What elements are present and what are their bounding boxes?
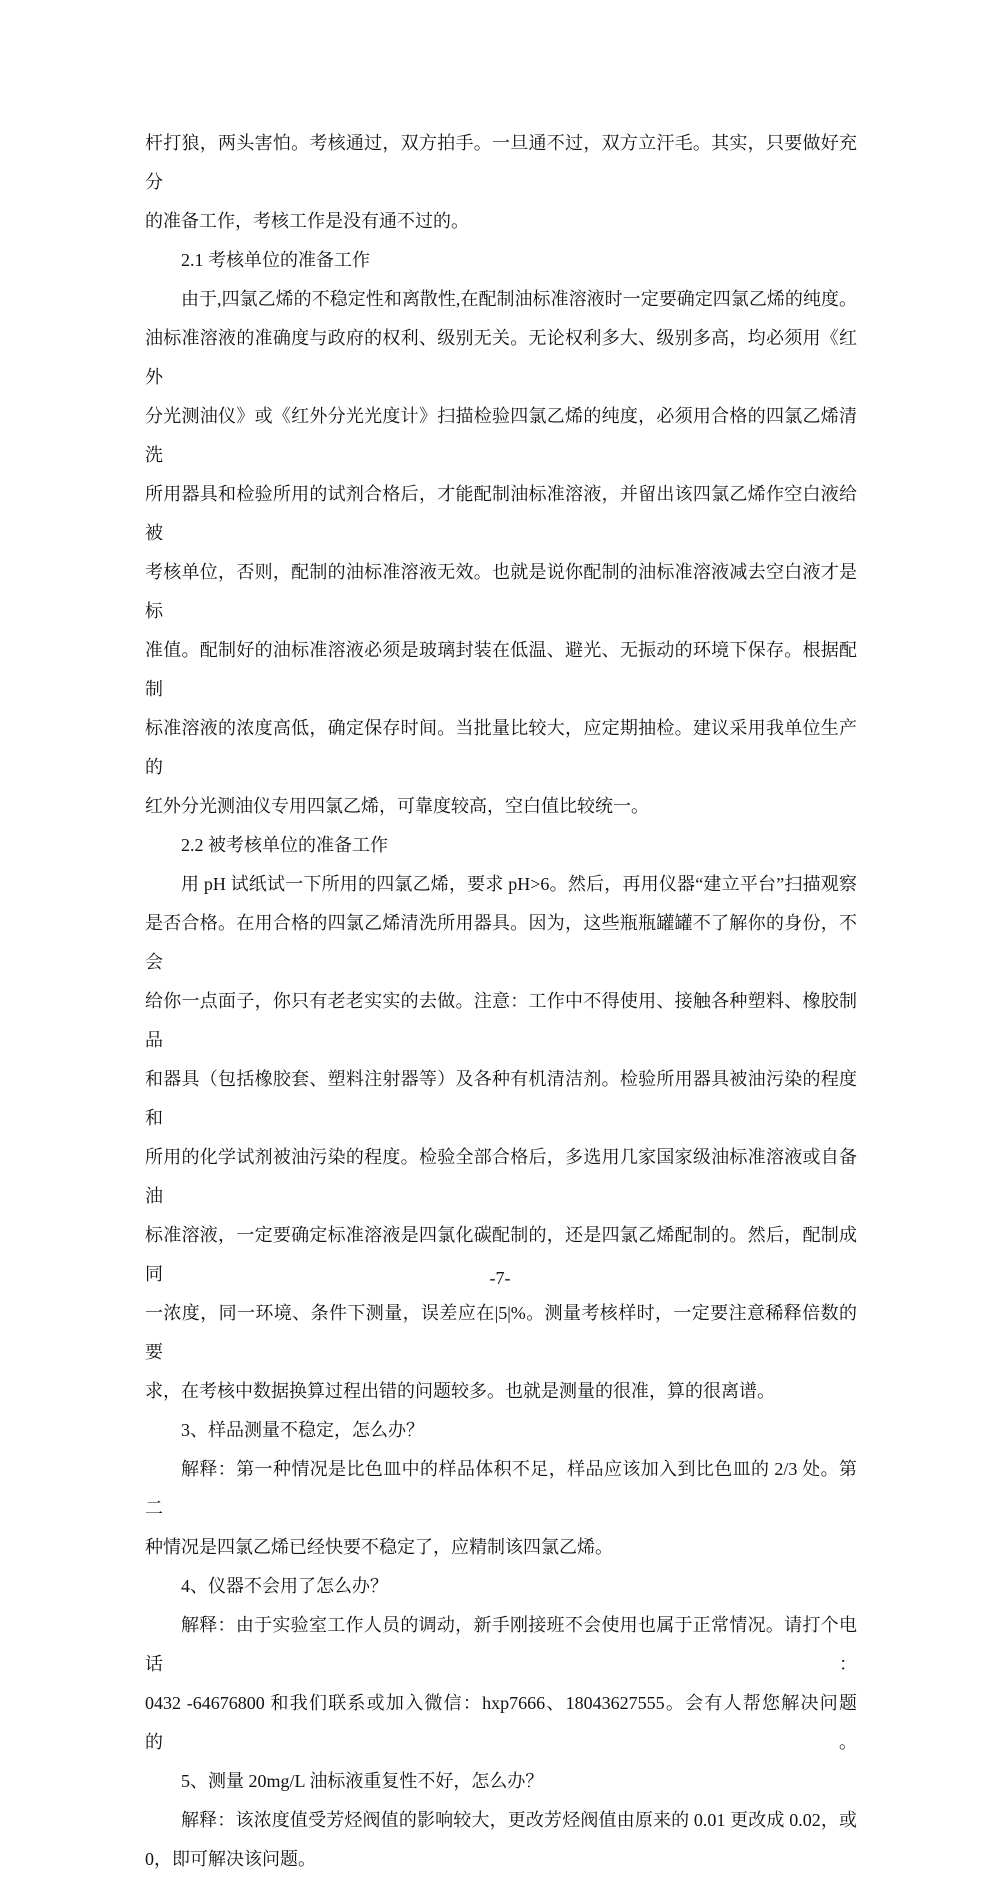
text-line: 分光测油仪》或《红外分光光度计》扫描检验四氯乙烯的纯度，必须用合格的四氯乙烯清洗 <box>145 406 857 465</box>
text-line: 和器具（包括橡胶套、塑料注射器等）及各种有机清洁剂。检验所用器具被油污染的程度和 <box>145 1069 857 1128</box>
text-line: 用 pH 试纸试一下所用的四氯乙烯，要求 pH>6。然后，再用仪器“建立平台”扫描观察 <box>181 874 857 894</box>
text-line: 0432 -64676800 和我们联系或加入微信：hxp7666、18043627555。会有人帮您解决问题的。 <box>145 1693 857 1752</box>
text-line: 考核单位，否则，配制的油标准溶液无效。也就是说你配制的油标准溶液减去空白液才是标 <box>145 562 857 621</box>
text-line: 给你一点面子，你只有老老实实的去做。注意：工作中不得使用、接触各种塑料、橡胶制品 <box>145 991 857 1050</box>
text-line: 解释：由于实验室工作人员的调动，新手刚接班不会使用也属于正常情况。请打个电话： <box>145 1615 857 1674</box>
text-line: 2.2 被考核单位的准备工作 <box>181 835 388 855</box>
text-line: 2.1 考核单位的准备工作 <box>181 250 370 270</box>
text-line: 红外分光测油仪专用四氯乙烯，可靠度较高，空白值比较统一。 <box>145 796 649 816</box>
text-line: 解释：该浓度值受芳烃阀值的影响较大，更改芳烃阀值由原来的 0.01 更改成 0.02，或 <box>181 1810 857 1830</box>
text-line: 0，即可解决该问题。 <box>145 1849 316 1869</box>
text-line: 所用的化学试剂被油污染的程度。检验全部合格后，多选用几家国家级油标准溶液或自备油 <box>145 1147 857 1206</box>
text-line: 种情况是四氯乙烯已经快要不稳定了，应精制该四氯乙烯。 <box>145 1537 613 1557</box>
text-line: 一浓度，同一环境、条件下测量，误差应在|5|%。测量考核样时，一定要注意稀释倍数的要 <box>145 1303 857 1362</box>
text-line: 由于,四氯乙烯的不稳定性和离散性,在配制油标准溶液时一定要确定四氯乙烯的纯度。 <box>181 289 857 309</box>
text-line: 标准溶液的浓度高低，确定保存时间。当批量比较大，应定期抽检。建议采用我单位生产的 <box>145 718 857 777</box>
text-line: 所用器具和检验所用的试剂合格后，才能配制油标准溶液，并留出该四氯乙烯作空白液给被 <box>145 484 857 543</box>
text-line: 5、测量 20mg/L 油标液重复性不好，怎么办？ <box>181 1771 544 1791</box>
text-line: 4、仪器不会用了怎么办？ <box>181 1576 388 1596</box>
page-number: -7- <box>489 1268 511 1288</box>
text-line: 是否合格。在用合格的四氯乙烯清洗所用器具。因为，这些瓶瓶罐罐不了解你的身份，不会 <box>145 913 857 972</box>
text-line: 的准备工作，考核工作是没有通不过的。 <box>145 211 469 231</box>
text-line: 准值。配制好的油标准溶液必须是玻璃封装在低温、避光、无振动的环境下保存。根据配制 <box>145 640 857 699</box>
text-line: 杆打狼，两头害怕。考核通过，双方拍手。一旦通不过，双方立汗毛。其实，只要做好充分 <box>145 133 857 192</box>
text-line: 解释：第一种情况是比色皿中的样品体积不足，样品应该加入到比色皿的 2/3 处。第二 <box>145 1459 857 1518</box>
text-body <box>145 124 857 1879</box>
text-line: 油标准溶液的准确度与政府的权利、级别无关。无论权利多大、级别多高，均必须用《红外 <box>145 328 857 387</box>
text-line: 标准溶液，一定要确定标准溶液是四氯化碳配制的，还是四氯乙烯配制的。然后，配制成同 <box>145 1225 857 1284</box>
text-line: 求，在考核中数据换算过程出错的问题较多。也就是测量的很准，算的很离谱。 <box>145 1381 775 1401</box>
text-line: 3、样品测量不稳定，怎么办？ <box>181 1420 424 1440</box>
